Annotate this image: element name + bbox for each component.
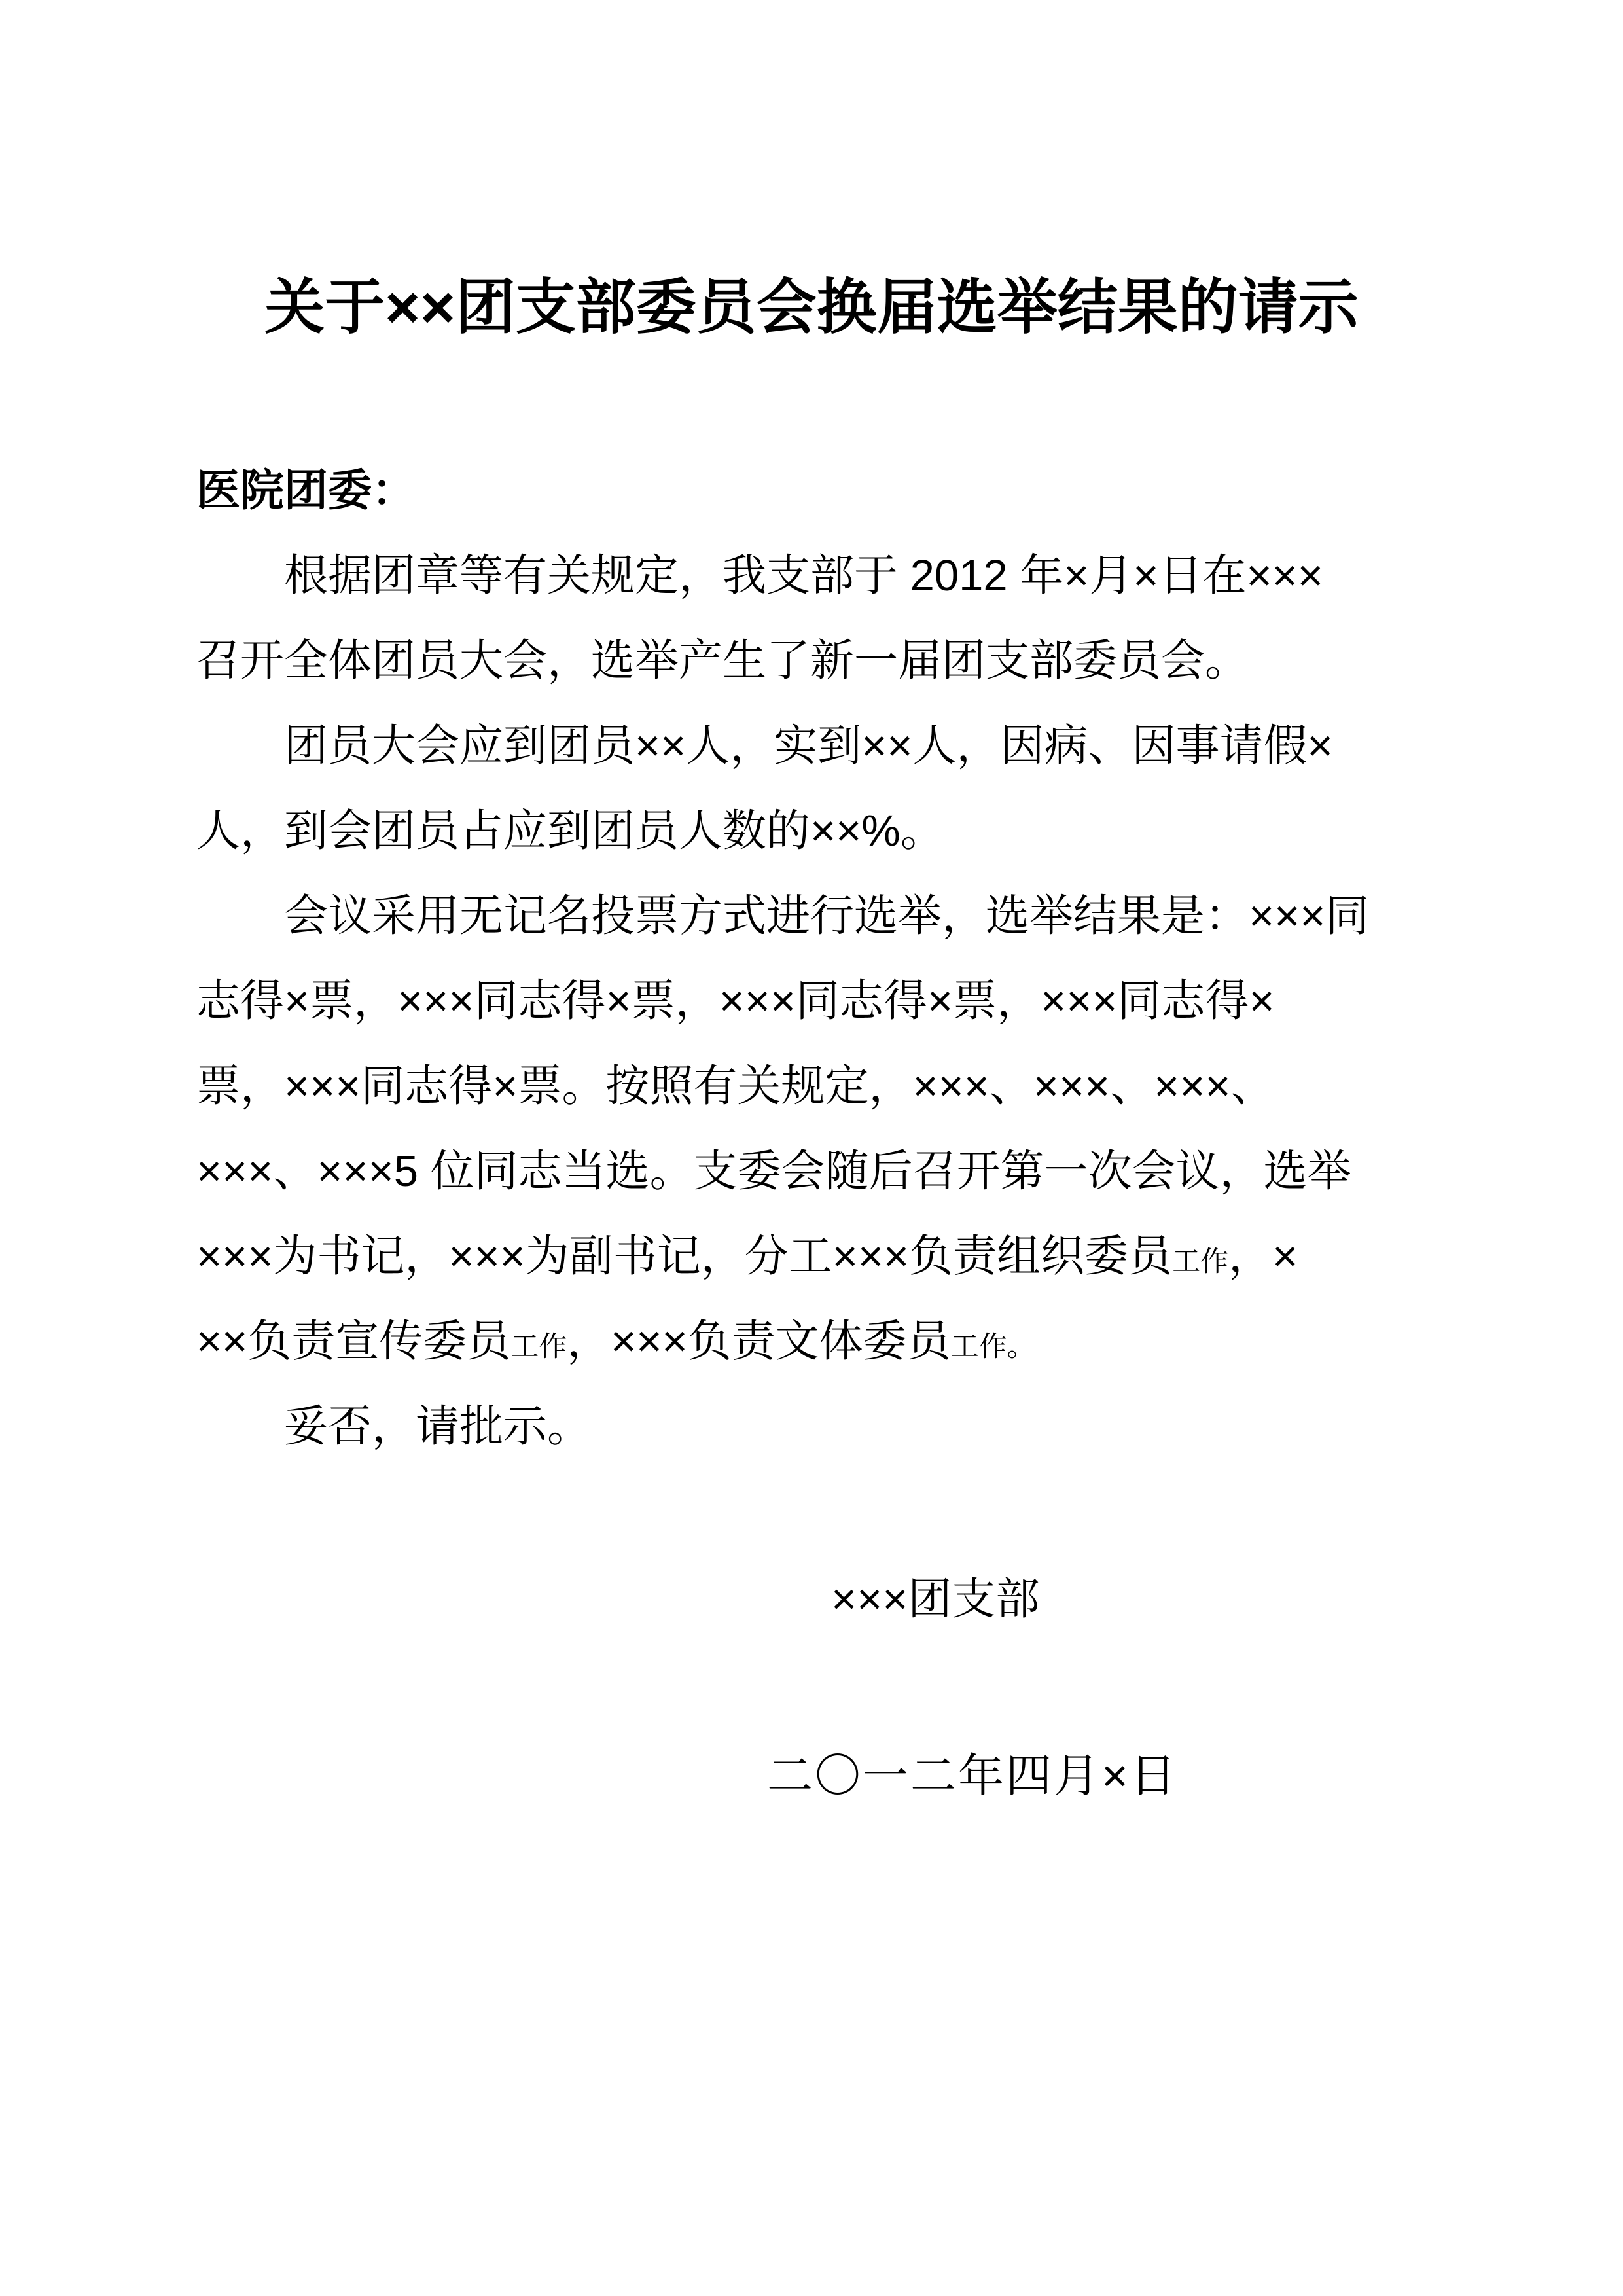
body-line-1: 根据团章等有关规定，我支部于 2012 年×月×日在××× bbox=[284, 551, 1323, 600]
body-line-6: 志得×票，×××同志得×票，×××同志得×票，×××同志得× bbox=[196, 977, 1275, 1026]
body-line-11: 妥否，请批示。 bbox=[284, 1402, 591, 1451]
body-line-10-small-run-2: 工作。 bbox=[950, 1332, 1035, 1363]
body-line-10-small-run: 工作 bbox=[510, 1332, 567, 1363]
body-line-3: 团员大会应到团员××人，实到××人，因病、因事请假× bbox=[284, 721, 1333, 770]
body-line-5: 会议采用无记名投票方式进行选举，选举结果是：×××同 bbox=[284, 891, 1370, 941]
body-line-8: ×××、×××5 位同志当选。支委会随后召开第一次会议，选举 bbox=[196, 1147, 1351, 1196]
document-date: 二〇一二年四月×日 bbox=[767, 1750, 1178, 1801]
body-line-9-text-2: ，× bbox=[1228, 1232, 1298, 1281]
salutation: 医院团委： bbox=[196, 466, 416, 515]
body-line-9-small-run: 工作 bbox=[1172, 1247, 1229, 1278]
body-line-9 bbox=[196, 1214, 1427, 1299]
signature: ×××团支部 bbox=[831, 1575, 1040, 1624]
body-line-9-text: ×××为书记，×××为副书记，分工×××负责组织委员 bbox=[196, 1232, 1173, 1281]
body-line-7: 票，×××同志得×票。按照有关规定，×××、×××、×××、 bbox=[196, 1062, 1275, 1111]
document-title: 关于××团支部委员会换届选举结果的请示 bbox=[264, 274, 1359, 341]
body-line-2: 召开全体团员大会，选举产生了新一届团支部委员会。 bbox=[196, 636, 1249, 685]
body-line-10 bbox=[196, 1299, 1427, 1384]
body-line-10-text-2: ，×××负责文体委员 bbox=[567, 1317, 951, 1366]
body-line-10-text: ××负责宣传委员 bbox=[196, 1317, 511, 1366]
document-body bbox=[196, 448, 1427, 1469]
body-line-4: 人，到会团员占应到团员人数的××%。 bbox=[196, 806, 944, 855]
